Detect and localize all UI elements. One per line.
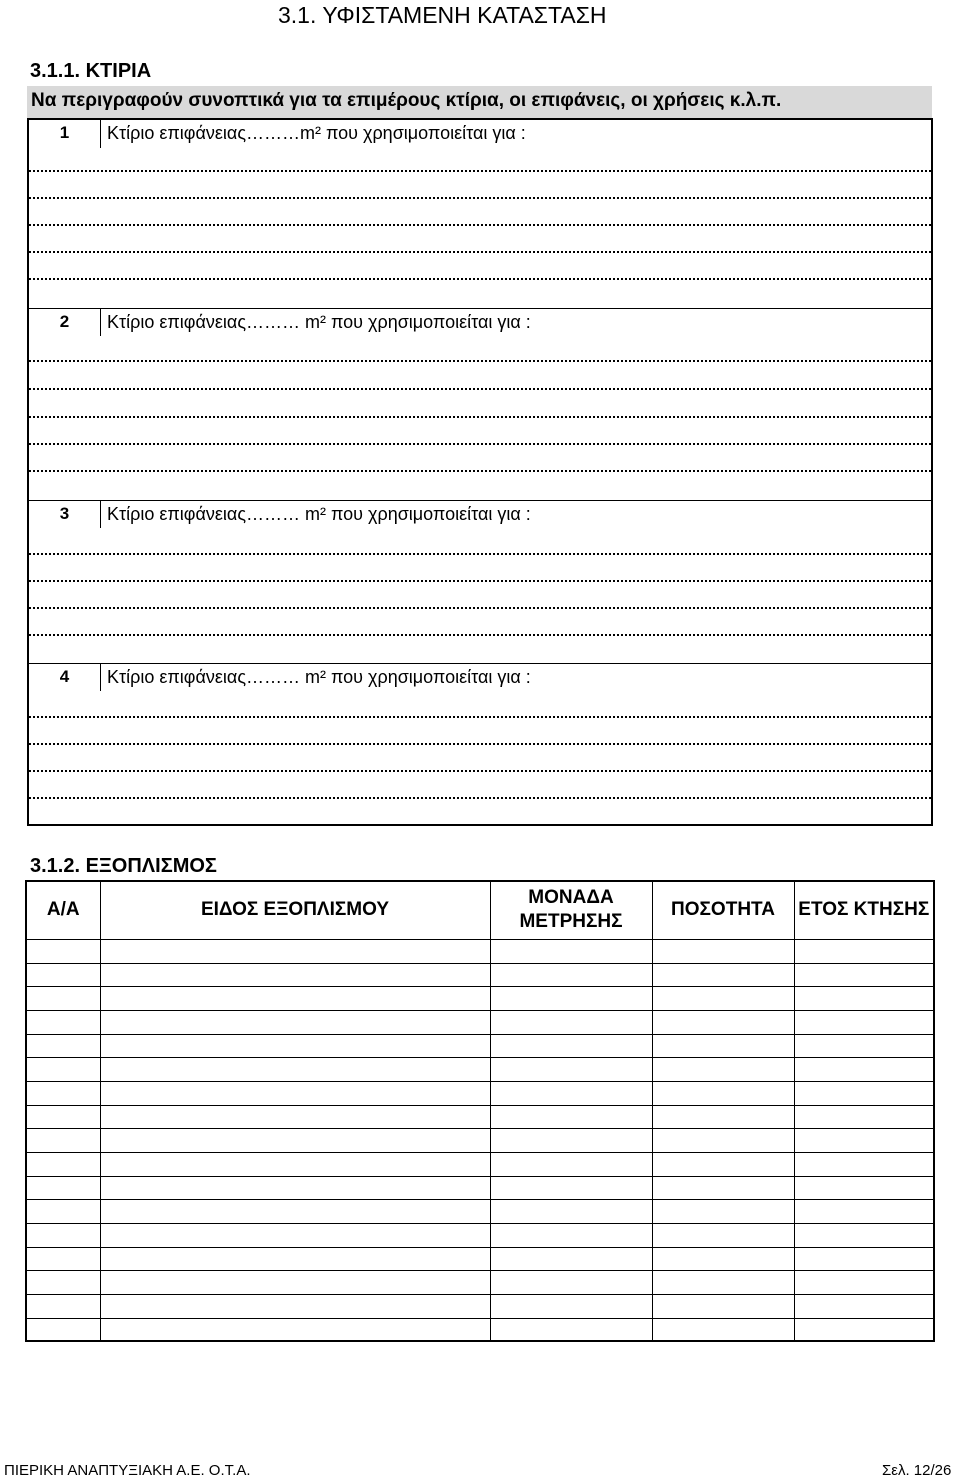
table-cell[interactable] (26, 1270, 100, 1294)
write-in-line[interactable] (29, 443, 931, 445)
table-cell[interactable] (26, 1081, 100, 1105)
section-title: 3.1. ΥΦΙΣΤΑΜΕΝΗ ΚΑΤΑΣΤΑΣΗ (278, 2, 607, 28)
table-row (26, 1057, 934, 1081)
table-cell[interactable] (100, 1081, 490, 1105)
building-text: Κτίριο επιφάνειας……… m² που χρησιμοποιείται για : (107, 312, 531, 332)
table-cell[interactable] (652, 939, 794, 963)
write-in-line[interactable] (29, 770, 931, 772)
building-text: Κτίριο επιφάνειας……… m² που χρησιμοποιείται για : (107, 667, 531, 687)
write-in-line[interactable] (29, 634, 931, 636)
table-cell[interactable] (652, 1010, 794, 1034)
table-cell[interactable] (652, 1318, 794, 1341)
table-row (26, 1128, 934, 1152)
table-cell[interactable] (26, 1223, 100, 1247)
table-cell[interactable] (794, 1081, 934, 1105)
table-cell[interactable] (490, 1105, 652, 1128)
table-cell[interactable] (794, 1318, 934, 1341)
table-cell[interactable] (26, 1294, 100, 1318)
table-cell[interactable] (100, 1105, 490, 1128)
table-cell[interactable] (26, 1176, 100, 1199)
table-row (26, 1223, 934, 1247)
table-cell[interactable] (490, 986, 652, 1010)
table-row (26, 1010, 934, 1034)
table-header-row (26, 881, 934, 939)
table-row (26, 1081, 934, 1105)
table-cell[interactable] (490, 963, 652, 986)
table-cell[interactable] (490, 1152, 652, 1176)
table-cell[interactable] (100, 1010, 490, 1034)
table-cell[interactable] (26, 1152, 100, 1176)
table-cell[interactable] (26, 963, 100, 986)
footer-organization: ΠΙΕΡΙΚΗ ΑΝΑΠΤΥΞΙΑΚΗ Α.Ε. Ο.Τ.Α. (4, 1462, 251, 1479)
write-in-line[interactable] (29, 743, 931, 745)
buildings-form (27, 118, 933, 826)
write-in-line[interactable] (29, 716, 931, 718)
table-cell[interactable] (794, 1294, 934, 1318)
table-cell[interactable] (794, 1010, 934, 1034)
write-in-line[interactable] (29, 170, 931, 172)
table-cell[interactable] (100, 1318, 490, 1341)
table-cell[interactable] (794, 1270, 934, 1294)
table-cell[interactable] (652, 1105, 794, 1128)
table-cell[interactable] (794, 1105, 934, 1128)
table-cell[interactable] (100, 1270, 490, 1294)
building-number: 4 (29, 664, 101, 691)
table-cell[interactable] (26, 986, 100, 1010)
equipment-table (25, 880, 935, 1342)
write-in-line[interactable] (29, 607, 931, 609)
table-cell[interactable] (652, 1176, 794, 1199)
table-cell[interactable] (490, 1270, 652, 1294)
building-entry-4 (29, 663, 931, 691)
table-cell[interactable] (794, 1034, 934, 1057)
table-cell[interactable] (26, 939, 100, 963)
building-number: 1 (29, 120, 101, 148)
table-cell[interactable] (490, 1010, 652, 1034)
building-text: Κτίριο επιφάνειας……… m² που χρησιμοποιείται για : (107, 504, 531, 524)
table-cell[interactable] (490, 1318, 652, 1341)
table-cell[interactable] (26, 1057, 100, 1081)
table-cell[interactable] (490, 1081, 652, 1105)
equipment-heading: 3.1.2. ΕΞΟΠΛΙΣΜΟΣ (30, 855, 217, 877)
footer-page-number: Σελ. 12/26 (882, 1462, 952, 1479)
table-row (26, 1034, 934, 1057)
table-cell[interactable] (490, 1199, 652, 1223)
table-cell[interactable] (26, 1318, 100, 1341)
table-cell[interactable] (652, 1081, 794, 1105)
building-entry-3 (29, 500, 931, 528)
building-text: Κτίριο επιφάνειας………m² που χρησιμοποιείται για : (107, 123, 526, 143)
column-header-quantity: ΠΟΣΟΤΗΤΑ (652, 881, 794, 939)
table-cell[interactable] (100, 1223, 490, 1247)
column-header-unit: ΜΟΝΑΔΑ ΜΕΤΡΗΣΗΣ (490, 881, 652, 939)
write-in-line[interactable] (29, 797, 931, 799)
table-cell[interactable] (100, 1176, 490, 1199)
table-row (26, 1270, 934, 1294)
table-cell[interactable] (100, 1152, 490, 1176)
table-cell[interactable] (794, 1223, 934, 1247)
table-row (26, 986, 934, 1010)
table-cell[interactable] (652, 1128, 794, 1152)
table-cell[interactable] (26, 1247, 100, 1270)
table-cell[interactable] (652, 1294, 794, 1318)
table-cell[interactable] (794, 1247, 934, 1270)
table-cell[interactable] (100, 1128, 490, 1152)
table-cell[interactable] (490, 939, 652, 963)
write-in-line[interactable] (29, 553, 931, 555)
write-in-line[interactable] (29, 388, 931, 390)
table-cell[interactable] (100, 963, 490, 986)
write-in-line[interactable] (29, 278, 931, 280)
table-row (26, 1294, 934, 1318)
buildings-instruction: Να περιγραφούν συνοπτικά για τα επιμέρους κτίρια, οι επιφάνεις, οι χρήσεις κ.λ.π. (31, 90, 782, 111)
table-cell[interactable] (26, 1034, 100, 1057)
table-cell[interactable] (100, 1247, 490, 1270)
table-cell[interactable] (490, 1057, 652, 1081)
table-cell[interactable] (652, 986, 794, 1010)
table-cell[interactable] (26, 1199, 100, 1223)
table-row (26, 1176, 934, 1199)
table-cell[interactable] (652, 1152, 794, 1176)
table-row (26, 1105, 934, 1128)
table-cell[interactable] (490, 1176, 652, 1199)
table-cell[interactable] (794, 939, 934, 963)
table-row (26, 963, 934, 986)
table-cell[interactable] (100, 939, 490, 963)
table-row (26, 1152, 934, 1176)
table-cell[interactable] (652, 1057, 794, 1081)
table-cell[interactable] (100, 1294, 490, 1318)
table-cell[interactable] (794, 1057, 934, 1081)
write-in-line[interactable] (29, 224, 931, 226)
table-cell[interactable] (794, 1199, 934, 1223)
write-in-line[interactable] (29, 360, 931, 362)
table-cell[interactable] (652, 1223, 794, 1247)
table-row (26, 1247, 934, 1270)
table-cell[interactable] (652, 1270, 794, 1294)
table-cell[interactable] (26, 1105, 100, 1128)
table-cell[interactable] (100, 1199, 490, 1223)
column-header-aa: Α/Α (26, 881, 100, 939)
table-row (26, 1318, 934, 1341)
column-header-year: ΕΤΟΣ ΚΤΗΣΗΣ (794, 881, 934, 939)
building-number: 2 (29, 309, 101, 336)
buildings-heading: 3.1.1. ΚΤΙΡΙΑ (30, 60, 152, 82)
table-cell[interactable] (490, 1128, 652, 1152)
table-cell[interactable] (794, 963, 934, 986)
column-header-equipment-type: ΕΙΔΟΣ ΕΞΟΠΛΙΣΜΟΥ (100, 881, 490, 939)
table-cell[interactable] (794, 1152, 934, 1176)
table-cell[interactable] (490, 1034, 652, 1057)
table-cell[interactable] (26, 1010, 100, 1034)
write-in-line[interactable] (29, 580, 931, 582)
table-cell[interactable] (490, 1223, 652, 1247)
table-cell[interactable] (652, 963, 794, 986)
table-row (26, 1199, 934, 1223)
table-cell[interactable] (26, 1128, 100, 1152)
write-in-line[interactable] (29, 197, 931, 199)
building-number: 3 (29, 501, 101, 528)
write-in-line[interactable] (29, 470, 931, 472)
table-cell[interactable] (100, 1057, 490, 1081)
table-cell[interactable] (794, 986, 934, 1010)
write-in-line[interactable] (29, 251, 931, 253)
table-cell[interactable] (100, 986, 490, 1010)
building-entry-2 (29, 308, 931, 336)
table-cell[interactable] (100, 1034, 490, 1057)
building-entry-1 (29, 120, 931, 148)
write-in-line[interactable] (29, 416, 931, 418)
table-cell[interactable] (652, 1199, 794, 1223)
table-row (26, 939, 934, 963)
table-cell[interactable] (652, 1034, 794, 1057)
table-cell[interactable] (490, 1247, 652, 1270)
table-cell[interactable] (794, 1176, 934, 1199)
table-cell[interactable] (794, 1128, 934, 1152)
table-cell[interactable] (490, 1294, 652, 1318)
table-cell[interactable] (652, 1247, 794, 1270)
